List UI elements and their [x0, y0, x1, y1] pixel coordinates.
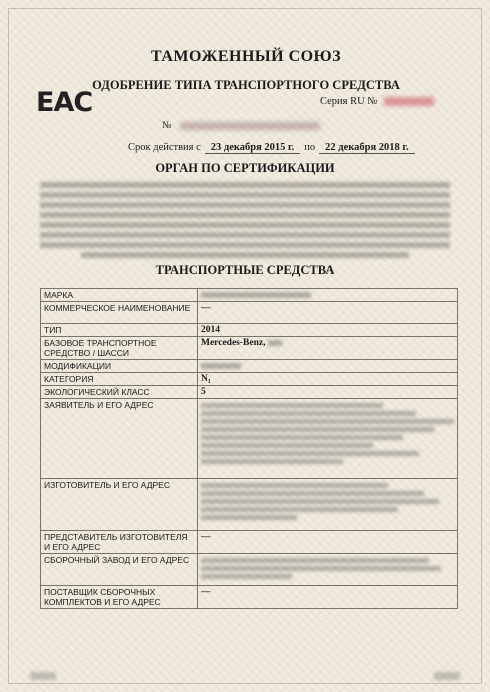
row-label: ЗАЯВИТЕЛЬ И ЕГО АДРЕС — [41, 399, 198, 479]
validity-to-date: 22 декабря 2018 г. — [319, 142, 414, 154]
table-row — [41, 373, 458, 386]
redacted-line — [40, 242, 450, 248]
redacted-line — [201, 507, 398, 512]
row-label: ПРЕДСТАВИТЕЛЬ ИЗГОТОВИТЕЛЯ И ЕГО АДРЕС — [41, 531, 198, 554]
table-row — [41, 586, 458, 609]
row-value — [198, 399, 458, 479]
union-title: ТАМОЖЕННЫЙ СОЮЗ — [150, 48, 342, 65]
row-value: — — [198, 531, 458, 554]
validity-period — [128, 142, 415, 154]
footer-mark — [434, 672, 460, 680]
redacted-line — [201, 411, 416, 416]
row-value: 2014 — [198, 324, 458, 337]
redacted-line — [201, 515, 297, 520]
certification-body-text-redacted — [40, 178, 450, 262]
row-value: — — [198, 302, 458, 324]
redacted-line — [40, 222, 450, 228]
redacted-line — [81, 252, 409, 258]
row-value: N₁ — [198, 373, 458, 386]
redacted-line — [40, 182, 450, 188]
certification-body-title: ОРГАН ПО СЕРТИФИКАЦИИ — [155, 161, 335, 175]
redacted-line — [201, 451, 419, 456]
eac-logo-icon: ЕАС — [36, 87, 93, 118]
vehicles-title: ТРАНСПОРТНЫЕ СРЕДСТВА — [155, 263, 335, 277]
table-row — [41, 324, 458, 337]
table-row — [41, 360, 458, 373]
row-value — [198, 479, 458, 531]
redacted-line — [40, 202, 450, 208]
redacted-line — [201, 499, 439, 504]
footer-mark — [30, 672, 56, 680]
approval-number-redacted — [180, 122, 320, 130]
approval-number-sign: № — [162, 120, 172, 131]
row-label: ЭКОЛОГИЧЕСКИЙ КЛАСС — [41, 386, 198, 399]
page-footer — [30, 672, 460, 680]
row-label: БАЗОВОЕ ТРАНСПОРТНОЕ СРЕДСТВО / ШАССИ — [41, 337, 198, 360]
table-row — [41, 479, 458, 531]
row-value — [198, 289, 458, 302]
validity-to-label: по — [304, 142, 316, 153]
redacted-line — [201, 459, 343, 464]
redacted-line — [201, 443, 373, 448]
row-label: МОДИФИКАЦИИ — [41, 360, 198, 373]
table-row — [41, 337, 458, 360]
series-label: Серия RU — [320, 96, 365, 107]
redacted-line — [201, 483, 388, 488]
redacted-line — [201, 419, 454, 424]
table-row — [41, 554, 458, 586]
redacted-line — [201, 558, 429, 563]
approval-number — [162, 120, 320, 131]
validity-from-date: 23 декабря 2015 г. — [205, 142, 300, 154]
row-label: ПОСТАВЩИК СБОРОЧНЫХ КОМПЛЕКТОВ И ЕГО АДРЕС — [41, 586, 198, 609]
table-row — [41, 289, 458, 302]
redacted-line — [201, 403, 383, 408]
row-label: ТИП — [41, 324, 198, 337]
table-row — [41, 386, 458, 399]
validity-label: Срок действия с — [128, 142, 201, 153]
row-value — [198, 360, 458, 373]
redacted-line — [201, 491, 424, 496]
redacted-line — [40, 232, 450, 238]
table-row — [41, 399, 458, 479]
table-row — [41, 302, 458, 324]
row-value: — — [198, 586, 458, 609]
row-label: КОММЕРЧЕСКОЕ НАИМЕНОВАНИЕ — [41, 302, 198, 324]
row-value — [198, 337, 458, 360]
series-number-sign: № — [367, 96, 378, 107]
redacted-line — [201, 566, 441, 571]
row-label: СБОРОЧНЫЙ ЗАВОД И ЕГО АДРЕС — [41, 554, 198, 586]
series-number — [320, 96, 434, 107]
document-title: ОДОБРЕНИЕ ТИПА ТРАНСПОРТНОГО СРЕДСТВА — [92, 78, 400, 92]
redacted-value — [268, 340, 282, 346]
row-label: ИЗГОТОВИТЕЛЬ И ЕГО АДРЕС — [41, 479, 198, 531]
base-vehicle-value: Mercedes-Benz, — [201, 338, 266, 348]
redacted-line — [40, 212, 450, 218]
vehicle-details-table — [40, 288, 458, 609]
redacted-value — [201, 292, 311, 298]
redacted-line — [201, 574, 292, 579]
row-value — [198, 554, 458, 586]
series-number-redacted — [384, 97, 434, 106]
table-row — [41, 531, 458, 554]
redacted-line — [201, 435, 403, 440]
redacted-line — [201, 427, 434, 432]
row-label: КАТЕГОРИЯ — [41, 373, 198, 386]
redacted-value — [201, 363, 241, 369]
row-label: МАРКА — [41, 289, 198, 302]
redacted-line — [40, 192, 450, 198]
row-value: 5 — [198, 386, 458, 399]
